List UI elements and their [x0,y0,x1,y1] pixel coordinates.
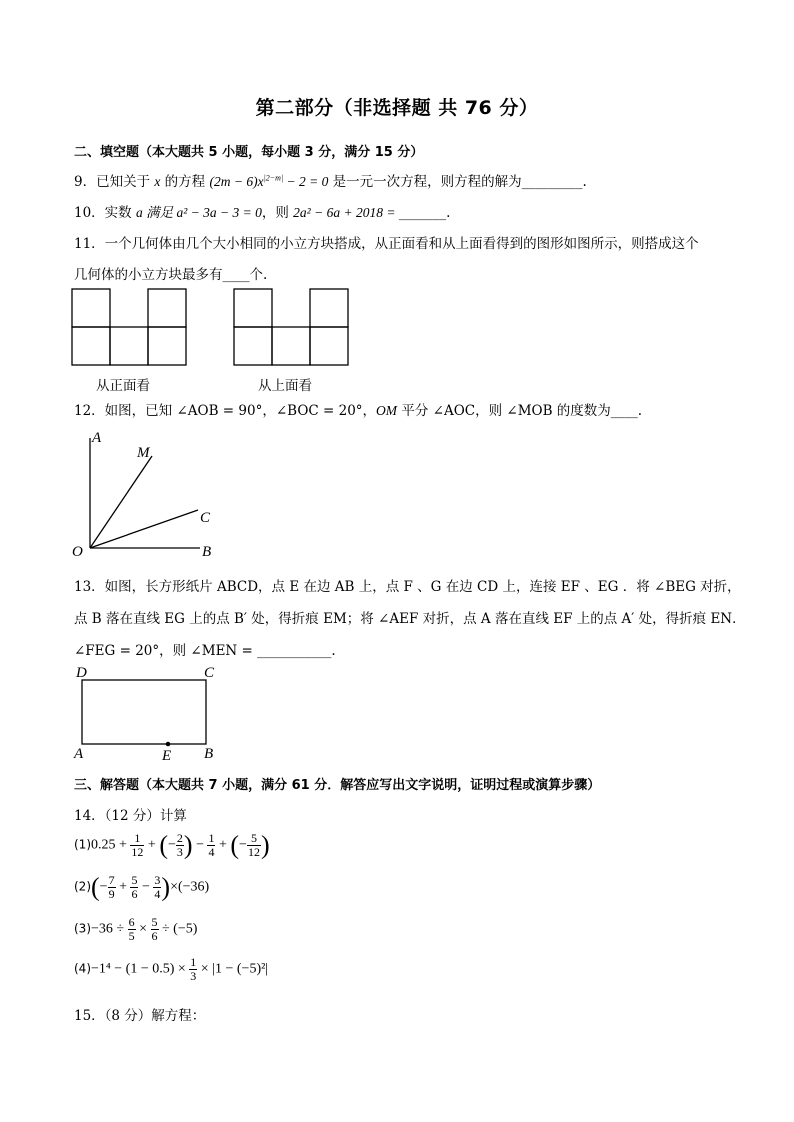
angle-figure [70,426,230,561]
top-cell [310,327,348,365]
top-cell [310,289,348,327]
question-13-line1: 13．如图，长方形纸片 ABCD，点 E 在边 AB 上，点 F 、G 在边 CD 上，连接 EF 、EG ．将 ∠BEG 对折， [74,579,741,595]
label-D: D [76,665,87,681]
question-13-line3: ∠FEG = 20°，则 ∠MEN = ___________. [74,643,336,659]
label-E: E [162,748,172,764]
question-14-title: 14．（12 分）计算 [74,808,187,824]
answer-blank: ____ [610,403,638,419]
page-title: 第二部分（非选择题 共 76 分） [255,97,539,119]
front-cell [72,289,110,327]
point-E [166,742,171,747]
answer-blank: ___________ [257,643,332,659]
label-A: A [74,746,84,762]
front-cell [110,327,148,365]
top-cell [272,327,310,365]
question-15-title: 15．（8 分）解方程： [74,1008,206,1024]
front-cell [148,327,186,365]
front-cell [72,327,110,365]
section-2-header: 二、填空题（本大题共 5 小题，每小题 3 分，满分 15 分） [74,145,424,160]
top-cell [234,327,272,365]
answer-blank: _________ [521,174,583,190]
q14-part-3: (3)−36 ÷ $\frac{6}{5}$ × $\frac{5}{6}$ ÷ (−5) [74,915,198,943]
rectangle-figure [70,662,230,764]
label-C: C [204,665,215,681]
question-9: 9．已知关于 x 的方程 $(2m - 6)x^{|2-m|} - 2 = 0$ 是一元一次方程，则方程的解为_________. [74,173,587,190]
label-A: A [92,430,102,446]
rectangle-ABCD [82,680,206,744]
label-B: B [202,544,212,560]
question-12: 12．如图，已知 ∠AOB = 90°，∠BOC = 20°，OM 平分 ∠AOC，则 ∠MOB 的度数为____. [74,403,643,419]
label-C: C [200,510,211,526]
question-11-line2: 几何体的小立方块最多有____个. [74,267,268,283]
q14-part-4: (4)−1⁴ − (1 − 0.5) × $\frac{1}{3}$ × |1 − (−5)²| [74,955,269,983]
caption-top-view: 从上面看 [258,378,312,394]
section-3-header: 三、解答题（本大题共 7 小题，满分 61 分．解答应写出文字说明，证明过程或演算步骤） [74,778,601,793]
answer-blank: _______ [398,205,447,221]
front-cell [148,289,186,327]
caption-front-view: 从正面看 [96,378,150,394]
ray-OM [90,456,152,548]
ray-OC [90,510,198,548]
question-11-line1: 11．一个几何体由几个大小相同的小立方块搭成，从正面看和从上面看得到的图形如图所示，则搭成这个 [74,236,699,252]
q14-part-1: (1)0.25 + $\frac{1}{12}$ + (− $\frac{2}{3}$ ) − $\frac{1}{4}$ + (− $\frac{5}{12}$ ) [74,830,270,860]
label-B: B [204,746,214,762]
question-13-line2: 点 B 落在直线 EG 上的点 B′ 处，得折痕 EM；将 ∠AEF 对折，点 A 落在直线 EF 上的点 A′ 处，得折痕 EN． [74,611,746,627]
front-view-figure [70,287,190,367]
q14-part-2: (2)(− $\frac{7}{9}$ + $\frac{5}{6}$ − $\frac{3}{4}$ )×(−36) [74,872,210,902]
label-M: M [137,445,150,461]
label-O: O [72,544,83,560]
top-view-figure [232,287,352,367]
answer-blank: ____ [222,267,250,283]
question-10: 10．实数 a 满足 a² − 3a − 3 = 0，则 2a² − 6a + 2018 = _______. [74,205,451,221]
top-cell [234,289,272,327]
